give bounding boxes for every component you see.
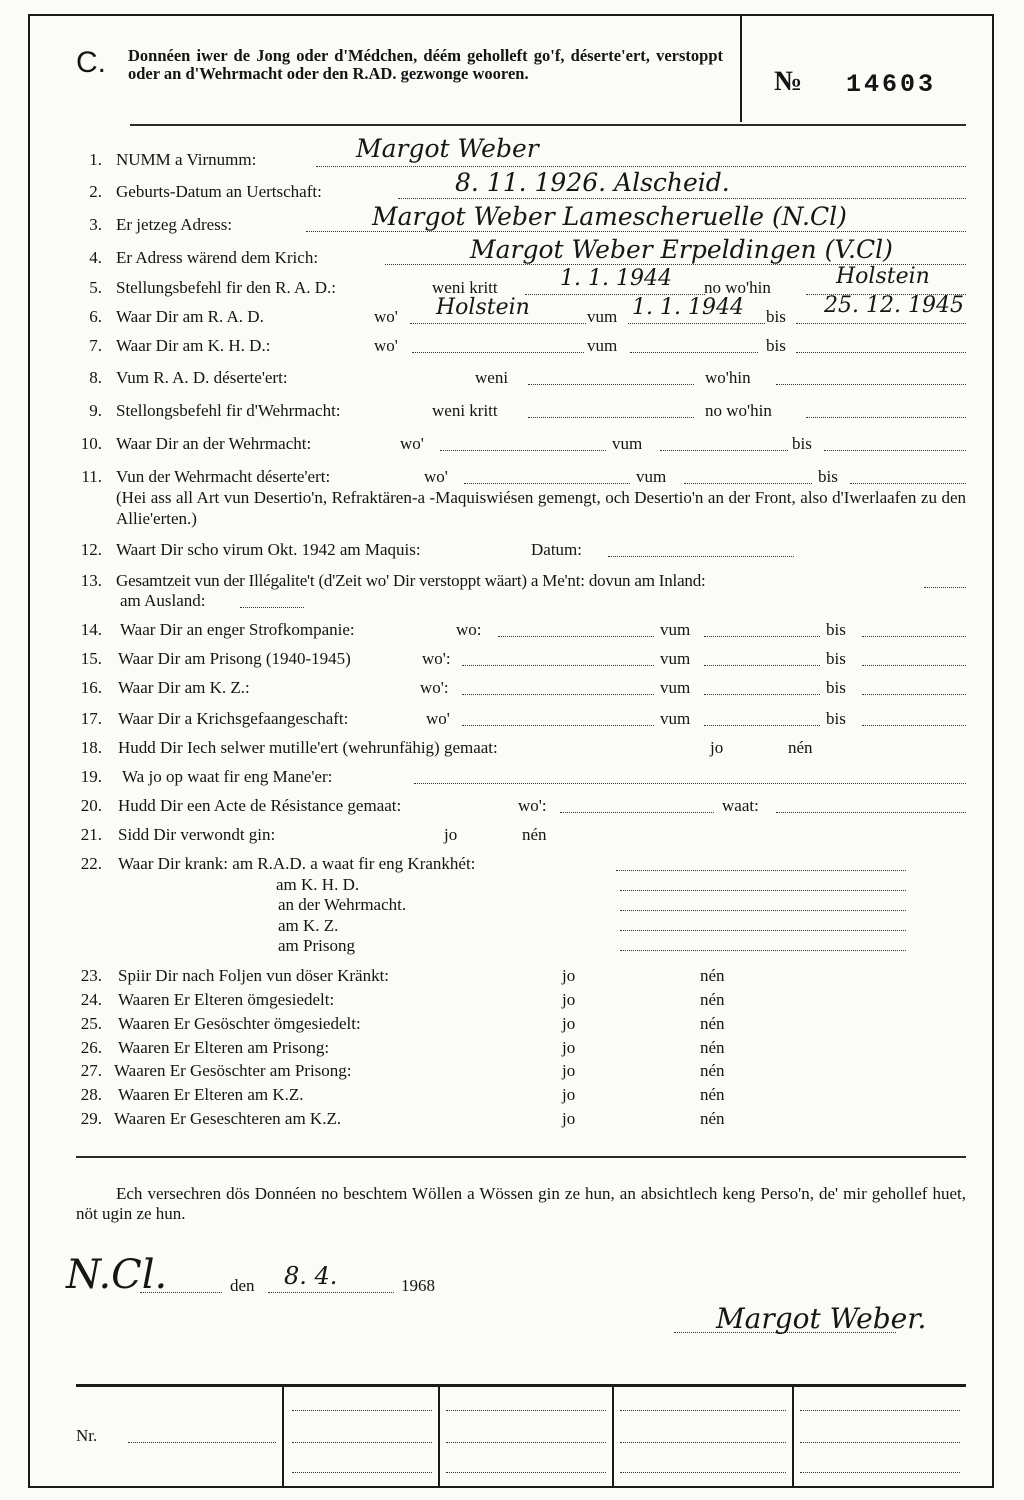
fill-line (824, 450, 966, 451)
fill-line (620, 950, 906, 951)
field-label: Waaren Er Elteren ömgesiedelt: (118, 990, 335, 1009)
fill-line (924, 587, 966, 588)
field-number: 21. (80, 825, 102, 844)
fill-line (862, 694, 966, 695)
fill-line (446, 1472, 606, 1473)
sub-label: am Prisong (278, 936, 355, 955)
handwritten-birth: 8. 11. 1926. Alscheid. (455, 168, 730, 197)
field-number: 6. (89, 307, 102, 326)
where-label: wo' (374, 307, 398, 326)
fill-line (796, 323, 966, 324)
fill-line (528, 417, 694, 418)
abroad-label: am Ausland: (120, 591, 206, 610)
fill-line (528, 384, 694, 385)
no-option: nén (700, 966, 725, 985)
field-label: Vum R. A. D. déserte'ert: (116, 368, 288, 387)
to-label: bis (826, 709, 846, 728)
field-label: Hudd Dir een Acte de Résistance gemaat: (118, 796, 402, 815)
field-label: Waar Dir krank: am R.A.D. a waat fir eng Krankhét: (118, 854, 476, 873)
no-option: nén (700, 1109, 725, 1128)
fill-line (462, 694, 654, 695)
fill-line (462, 665, 654, 666)
field-label: Waaren Er Elteren am Prisong: (118, 1038, 330, 1057)
fill-line (268, 1292, 394, 1293)
to-label: bis (818, 467, 838, 486)
handwritten-name: Margot Weber (356, 134, 539, 163)
fill-line (446, 1442, 606, 1443)
table-col-divider (792, 1386, 794, 1488)
field-label-address: Er jetzeg Adress: (116, 215, 233, 234)
fill-line (660, 450, 788, 451)
field-number: 27. (80, 1061, 102, 1080)
field-number: 17. (80, 709, 102, 728)
field-number: 5. (89, 278, 102, 297)
field-label: Hudd Dir Iech selwer mutille'ert (wehrunfähig) gemaat: (118, 738, 498, 757)
field-number: 23. (80, 966, 102, 985)
where-label: wo': (422, 649, 451, 668)
handwritten-place: N.Cl. (66, 1252, 168, 1298)
yes-option: jo (562, 1061, 576, 1080)
no-option: nén (700, 990, 725, 1009)
no-option: nén (700, 1038, 725, 1057)
where-label: wo' (426, 709, 450, 728)
fill-line (240, 607, 304, 608)
to-label: bis (826, 620, 846, 639)
where-label: wo': (420, 678, 449, 697)
field-label-war-address: Er Adress wärend dem Krich: (116, 248, 319, 267)
field-label-birth: Geburts-Datum an Uertschaft: (116, 182, 322, 201)
where-label: no wo'hin (704, 278, 771, 297)
field-label: Waaren Er Gesöschter am Prisong: (114, 1061, 352, 1080)
fill-line (292, 1442, 432, 1443)
fill-line (628, 323, 765, 324)
fill-line (306, 231, 966, 232)
fill-line (620, 910, 906, 911)
field-number: 19. (80, 767, 102, 786)
field-label: Stellongsbefehl fir d'Wehrmacht: (116, 401, 341, 420)
fill-line (464, 483, 630, 484)
fill-line (412, 352, 584, 353)
field-number: 14. (80, 620, 102, 639)
handwritten-war-address: Margot Weber Erpeldingen (V.Cl) (470, 235, 893, 264)
field-number: 22. (80, 854, 102, 873)
table-top-rule (76, 1384, 966, 1387)
no-option: nén (522, 825, 547, 844)
sub-label: an der Wehrmacht. (278, 895, 407, 914)
yes-option: jo (444, 825, 458, 844)
date-label: Datum: (531, 540, 582, 559)
field-number: 26. (80, 1038, 102, 1057)
field-number: 28. (80, 1085, 102, 1104)
fill-line (620, 1472, 786, 1473)
field-label: Gesamtzeit vun der Illégalite't (d'Zeit wo' Dir verstoppt wäart) a Me'nt: dovun am Inland: (116, 571, 706, 590)
field-number: 24. (80, 990, 102, 1009)
field-label: Waar Dir am K. H. D.: (116, 336, 271, 355)
field-number: 20. (80, 796, 102, 815)
fill-line (862, 665, 966, 666)
when-label: weni kritt (432, 401, 498, 420)
where-label: wo': (518, 796, 547, 815)
fill-line (800, 1472, 960, 1473)
fill-line (806, 417, 966, 418)
field-label: Waar Dir am R. A. D. (116, 307, 264, 326)
fill-line (440, 450, 606, 451)
declaration-text: Ech versechren dös Donnéen no beschtem Wöllen a Wössen gin ze hun, an absichtlech keng Perso'n, de' mir gehollef huet, nöt ugin ze hun. (76, 1184, 966, 1223)
handwritten-date: 1. 1. 1944 (560, 266, 672, 291)
table-col-divider (438, 1386, 440, 1488)
from-label: vum (636, 467, 667, 486)
field-label: Waar Dir am Prisong (1940-1945) (118, 649, 351, 668)
to-label: bis (826, 678, 846, 697)
no-option: nén (700, 1014, 725, 1033)
from-label: vum (660, 620, 691, 639)
field-number: 2. (89, 182, 102, 201)
fill-line (620, 890, 906, 891)
handwritten-place: Holstein (436, 295, 530, 320)
from-label: vum (612, 434, 643, 453)
header-divider (740, 16, 742, 122)
fill-line (796, 352, 966, 353)
yes-option: jo (562, 990, 576, 1009)
fill-line (292, 1472, 432, 1473)
handwritten-date: 1. 1. 1944 (632, 295, 744, 320)
from-label: vum (660, 649, 691, 668)
fill-line (560, 812, 714, 813)
section-letter: C. (76, 46, 106, 79)
where-label: wo' (424, 467, 448, 486)
fill-line (414, 783, 966, 784)
from-label: vum (587, 307, 618, 326)
to-label: bis (826, 649, 846, 668)
from-label: vum (587, 336, 618, 355)
field-number: 7. (89, 336, 102, 355)
fill-line (850, 483, 966, 484)
field-label: Spiir Dir nach Foljen vun döser Kränkt: (118, 966, 390, 985)
fill-line (462, 725, 654, 726)
field-label: Vun der Wehrmacht déserte'ert: (116, 467, 331, 486)
field-label: Sidd Dir verwondt gin: (118, 825, 276, 844)
divider (76, 1156, 966, 1158)
fill-line (608, 556, 794, 557)
to-label: bis (766, 307, 786, 326)
number-sign: № (774, 66, 803, 97)
fill-line (862, 636, 966, 637)
to-label: bis (766, 336, 786, 355)
field-number: 13. (80, 571, 102, 590)
field-label: Waaren Er Elteren am K.Z. (118, 1085, 304, 1104)
field-label: Waar Dir am K. Z.: (118, 678, 250, 697)
fill-line (292, 1410, 432, 1411)
fill-line (704, 725, 820, 726)
no-option: nén (788, 738, 813, 757)
from-label: vum (660, 709, 691, 728)
fill-line (704, 636, 820, 637)
table-col-divider (612, 1386, 614, 1488)
where-label: wo' (374, 336, 398, 355)
field-label: Waar Dir an der Wehrmacht: (116, 434, 312, 453)
field-number: 16. (80, 678, 102, 697)
field-label: Waaren Er Geseschteren am K.Z. (114, 1109, 342, 1128)
fill-line (704, 665, 820, 666)
fill-line (630, 352, 758, 353)
where-label: no wo'hin (705, 401, 772, 420)
field-label-name: NUMM a Virnumm: (116, 150, 257, 169)
yes-option: jo (562, 1038, 576, 1057)
fill-line (684, 483, 812, 484)
field-label: Wa jo op waat fir eng Mane'er: (122, 767, 333, 786)
field-number: 25. (80, 1014, 102, 1033)
field-number: 29. (80, 1109, 102, 1128)
to-label: bis (792, 434, 812, 453)
sub-label: am K. H. D. (276, 875, 360, 894)
field-number: 10. (80, 434, 102, 453)
field-label: Waaren Er Gesöschter ömgesiedelt: (118, 1014, 361, 1033)
field-number: 15. (80, 649, 102, 668)
from-label: vum (660, 678, 691, 697)
field-number: 18. (80, 738, 102, 757)
fill-line (800, 1442, 960, 1443)
fill-line (800, 1410, 960, 1411)
fill-line (498, 636, 654, 637)
yes-option: jo (562, 1014, 576, 1033)
field-number: 12. (80, 540, 102, 559)
fill-line (704, 694, 820, 695)
fill-line (620, 1442, 786, 1443)
fill-line (316, 166, 966, 167)
fill-line (398, 198, 966, 199)
when-label: weni (475, 368, 509, 387)
fill-line (620, 1410, 786, 1411)
field-number: 1. (89, 150, 102, 169)
fill-line (446, 1410, 606, 1411)
yes-option: jo (562, 1109, 576, 1128)
no-option: nén (700, 1061, 725, 1080)
handwritten-date: 8. 4. (284, 1262, 338, 1290)
fill-line (410, 323, 586, 324)
fill-line (620, 930, 906, 931)
field-label: Waart Dir scho virum Okt. 1942 am Maquis: (116, 540, 421, 559)
fill-line (616, 870, 906, 871)
sub-label: am K. Z. (278, 916, 339, 935)
fill-line (128, 1442, 276, 1443)
field-label: Waar Dir an enger Strofkompanie: (120, 620, 355, 639)
where-label: wo'hin (705, 368, 751, 387)
field-number: 9. (89, 401, 102, 420)
handwritten-place: Holstein (836, 264, 930, 289)
field-label: Stellungsbefehl fir den R. A. D.: (116, 278, 337, 297)
signature: Margot Weber. (716, 1302, 927, 1335)
no-option: nén (700, 1085, 725, 1104)
form-title: Donnéen iwer de Jong oder d'Médchen, déém geholleft go'f, déserte'ert, verstoppt oder an d'Wehrmacht oder den R.AD. gezwonge wooren. (128, 46, 723, 83)
form-number: 14603 (846, 70, 937, 99)
header-rule (130, 124, 966, 126)
yes-option: jo (562, 1085, 576, 1104)
where-label: wo' (400, 434, 424, 453)
fill-line (776, 812, 966, 813)
field-number: 11. (81, 467, 102, 486)
when-label: weni kritt (432, 278, 498, 297)
field-number: 4. (89, 248, 102, 267)
where-label: wo: (456, 620, 482, 639)
handwritten-date: 25. 12. 1945 (824, 293, 964, 318)
fill-line (776, 384, 966, 385)
desertion-note: (Hei ass all Art vun Desertio'n, Refraktären-a -Maquiswiésen gemengt, och Desertio'n an der Front, also d'Iwerlaafen zu den Allie'erten.) (116, 488, 966, 528)
yes-option: jo (562, 966, 576, 985)
nr-label: Nr. (76, 1426, 98, 1445)
yes-option: jo (710, 738, 724, 757)
field-number: 3. (89, 215, 102, 234)
handwritten-address: Margot Weber Lamescheruelle (N.Cl) (372, 202, 847, 231)
den-label: den (230, 1276, 255, 1295)
field-label: Waar Dir a Krichsgefaangeschaft: (118, 709, 349, 728)
fill-line (140, 1292, 222, 1293)
what-label: waat: (722, 796, 759, 815)
fill-line (862, 725, 966, 726)
table-col-divider (282, 1386, 284, 1488)
year-label: 1968 (401, 1276, 435, 1295)
field-number: 8. (89, 368, 102, 387)
